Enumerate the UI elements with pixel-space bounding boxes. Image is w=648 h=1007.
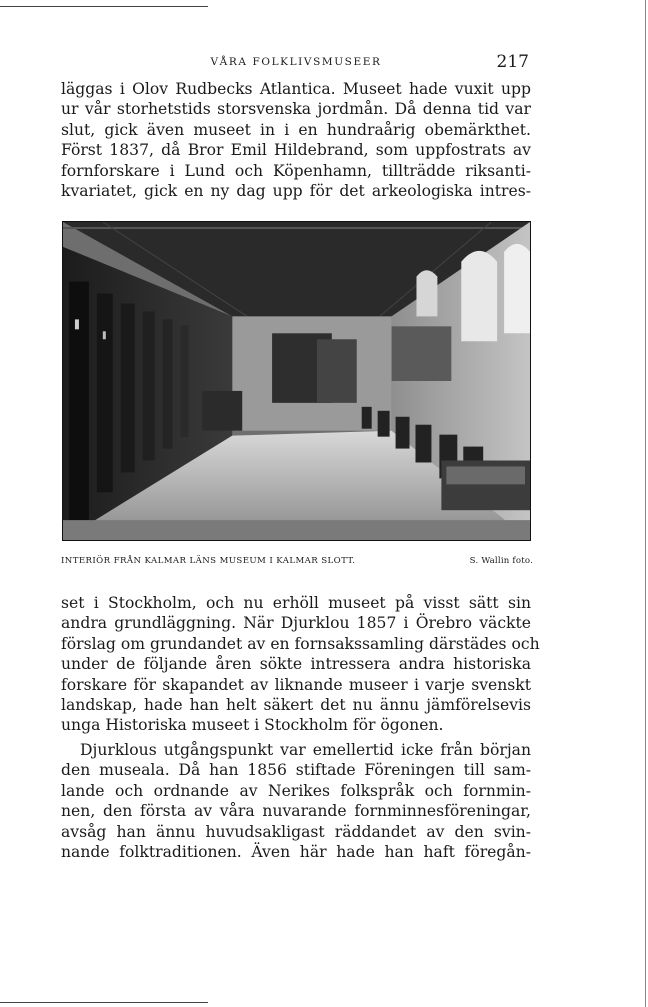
arched-window bbox=[461, 251, 497, 341]
text-line: ur vår storhetstids storsvenska jordmån. Då denna tid var bbox=[61, 100, 531, 119]
photo-credit: S. Wallin foto. bbox=[469, 556, 533, 566]
text-line: förslag om grundandet av en fornsakssamling därstädes och bbox=[61, 634, 540, 653]
caption-text: INTERIÖR FRÅN KALMAR LÄNS MUSEUM I KALMAR SLOTT. bbox=[61, 556, 356, 566]
scan-edge-right bbox=[645, 0, 646, 1007]
text-line: unga Historiska museet i Stockholm för ögonen. bbox=[61, 716, 444, 735]
text-line: andra grundläggning. När Djurklou 1857 i Örebro väckte bbox=[61, 614, 531, 633]
paragraph-1 bbox=[61, 79, 531, 201]
figure-caption bbox=[61, 556, 533, 570]
text-line: kvariatet, gick en ny dag upp för det arkeologiska intres- bbox=[61, 182, 531, 201]
scan-edge-bottom-left bbox=[0, 1002, 208, 1003]
running-title: VÅRA FOLKLIVSMUSEER bbox=[210, 56, 382, 68]
text-line: lande och ordnande av Nerikes folkspråk och fornmin- bbox=[61, 781, 531, 800]
page-number: 217 bbox=[496, 52, 529, 72]
scan-edge-top-left bbox=[0, 6, 208, 7]
text-line: landskap, hade han helt säkert det nu ännu jämförelsevis bbox=[61, 696, 531, 715]
text-line: nande folktraditionen. Även här hade han haft föregån- bbox=[61, 843, 531, 862]
page-header bbox=[61, 52, 531, 76]
paragraph-3 bbox=[61, 740, 531, 862]
text-line: Djurklous utgångspunkt var emellertid icke från början bbox=[80, 741, 531, 759]
text-line: den museala. Då han 1856 stiftade Föreningen till sam- bbox=[61, 761, 531, 780]
text-line: under de följande åren sökte intressera andra historiska bbox=[61, 655, 531, 674]
text-line: nen, den första av våra nuvarande fornminnesföreningar, bbox=[61, 802, 531, 821]
text-line: Först 1837, då Bror Emil Hildebrand, som uppfostrats av bbox=[61, 141, 531, 160]
text-line: forskare för skapandet av liknande museer i varje svenskt bbox=[61, 675, 531, 694]
text-line: set i Stockholm, och nu erhöll museet på visst sätt sin bbox=[61, 594, 531, 612]
text-line: slut, gick även museet in i en hundraårig obemärkthet. bbox=[61, 120, 531, 139]
museum-interior-photo bbox=[62, 221, 531, 541]
text-line: fornforskare i Lund och Köpenhamn, tillträdde riksanti- bbox=[61, 161, 531, 180]
paragraph-2 bbox=[61, 593, 540, 736]
text-line: läggas i Olov Rudbecks Atlantica. Museet hade vuxit upp bbox=[61, 80, 531, 98]
text-line: avsåg han ännu huvudsakligast räddandet av den svin- bbox=[61, 822, 531, 841]
